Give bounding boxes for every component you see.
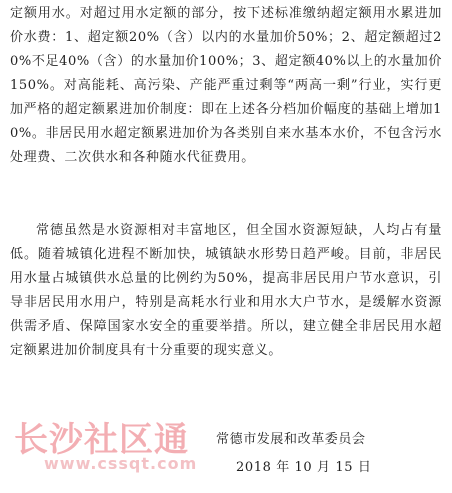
paragraph-water-pricing-rules: 定额用水。对超过用水定额的部分，按下述标准缴纳超定额用水累进加价水费：1、超定额20%（含）以内的水量加价50%；2、超定额超过20%不足40%（含）的水量加价100%；3、超定额40%以上的水量加价150%。对高能耗、高污染、产能严重过剩等“两高一剩”行业，实行更加严格的超定额累进加价制度：即在上述各分档加价幅度的基础上增加10%。非居民用水超定额累进加价为各类别自来水基本水价，不包含污水处理费、二次供水和各种随水代征费用。 [10,6,442,165]
paragraph-water-resource-significance: 常德虽然是水资源相对丰富地区，但全国水资源短缺，人均占有量低。随着城镇化进程不断加快，城镇缺水形势日趋严峻。目前，非居民用水量占城镇供水总量的比例约为50%，提高非居民用户节水意识，引导非居民用水用户，特别是高耗水行业和用水大户节水，是缓解水资源供需矛盾、保障国家水安全的重要举措。所以，建立健全非居民用水超定额累进加价制度具有十分重要的现实意义。 [10,223,442,358]
watermark-logo: 长沙社区通 [14,420,189,460]
watermark [14,412,214,482]
signature-date: 2018 年 10 月 15 日 [236,460,372,475]
watermark-url: www.cssqt.com [44,454,198,473]
signature-organization: 常德市发展和改革委员会 [216,432,366,447]
